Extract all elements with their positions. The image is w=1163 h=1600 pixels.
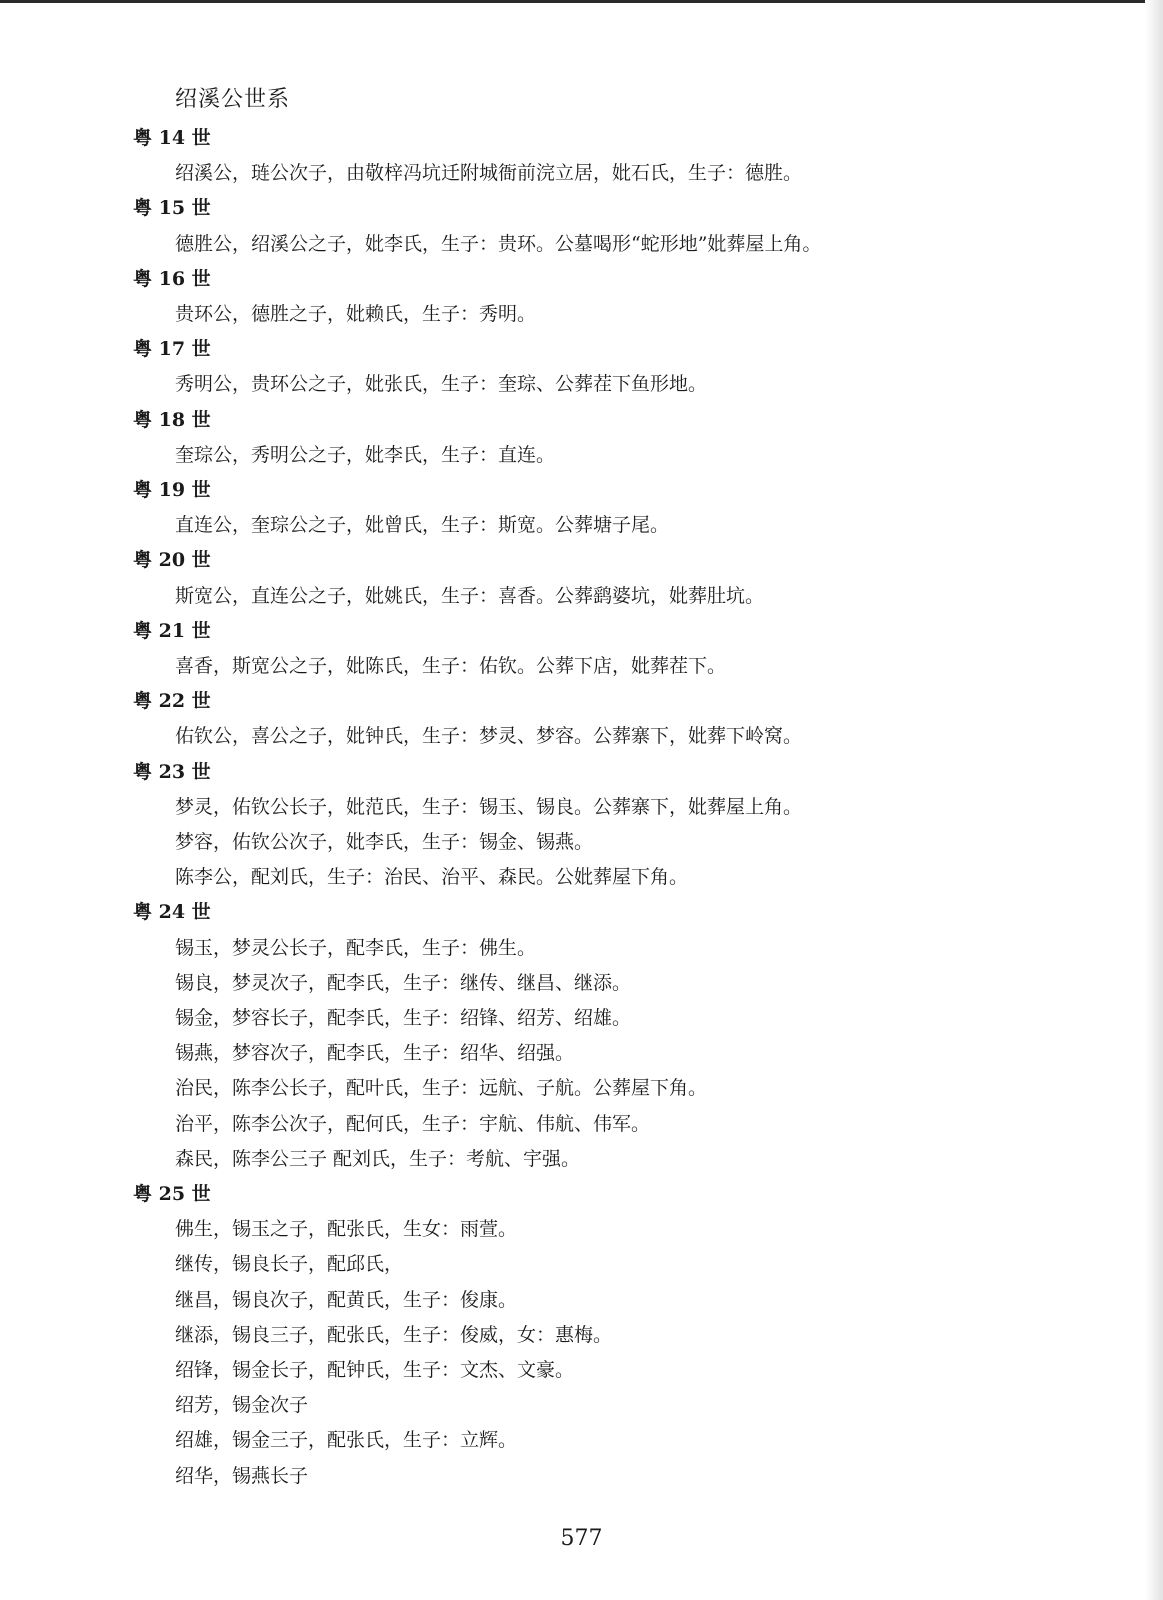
lineage-entry: 陈李公，配刘氏，生子：治民、治平、森民。公妣葬屋下角。 — [175, 866, 689, 889]
generation-heading: 粤 22 世 — [133, 690, 211, 713]
lineage-entry: 绍芳，锡金次子 — [175, 1394, 309, 1417]
scan-top-edge — [0, 0, 1163, 3]
lineage-entry: 锡良，梦灵次子，配李氏，生子：继传、继昌、继添。 — [175, 971, 632, 994]
scan-right-edge — [1145, 0, 1163, 1600]
page-number: 577 — [560, 1526, 603, 1551]
lineage-entry: 锡燕，梦容次子，配李氏，生子：绍华、绍强。 — [175, 1042, 575, 1065]
generation-heading: 粤 16 世 — [133, 267, 211, 290]
lineage-entry: 喜香，斯宽公之子，妣陈氏，生子：佑钦。公葬下店，妣葬茬下。 — [175, 655, 727, 677]
generation-heading: 粤 19 世 — [133, 479, 211, 501]
lineage-entry: 绍华，锡燕长子 — [175, 1464, 309, 1487]
lineage-entry: 治民，陈李公长子，配叶氏，生子：远航、子航。公葬屋下角。 — [175, 1077, 708, 1100]
lineage-entry: 直连公，奎琮公之子，妣曾氏，生子：斯宽。公葬塘子尾。 — [175, 514, 670, 537]
lineage-entry: 秀明公，贵环公之子，妣张氏，生子：奎琮、公葬茬下鱼形地。 — [175, 373, 708, 396]
page-title: 绍溪公世系 — [175, 87, 291, 112]
lineage-entry: 绍雄，锡金三子，配张氏，生子：立辉。 — [175, 1429, 518, 1452]
lineage-entry: 佛生，锡玉之子，配张氏，生女：雨萱。 — [175, 1218, 518, 1241]
lineage-entry: 锡玉，梦灵公长子，配李氏，生子：佛生。 — [175, 936, 537, 959]
lineage-entry: 梦灵，佑钦公长子，妣范氏，生子：锡玉、锡良。公葬寨下，妣葬屋上角。 — [175, 795, 803, 818]
lineage-entry: 继添，锡良三子，配张氏，生子：俊威，女：惠梅。 — [175, 1323, 613, 1346]
generation-heading: 粤 24 世 — [133, 901, 211, 924]
generation-heading: 粤 14 世 — [133, 127, 211, 149]
generation-heading: 粤 21 世 — [133, 619, 211, 642]
lineage-entry: 继昌，锡良次子，配黄氏，生子：俊康。 — [175, 1288, 518, 1311]
lineage-entry: 锡金，梦容长子，配李氏，生子：绍锋、绍芳、绍雄。 — [175, 1007, 632, 1029]
lineage-entry: 德胜公，绍溪公之子，妣李氏，生子：贵环。公墓喝形“蛇形地”妣葬屋上角。 — [175, 232, 822, 255]
lineage-entry: 绍锋，锡金长子，配钟氏，生子：文杰、文豪。 — [175, 1359, 575, 1381]
generation-heading: 粤 18 世 — [133, 408, 211, 431]
generation-heading: 粤 15 世 — [133, 197, 211, 220]
lineage-entry: 贵环公，德胜之子，妣赖氏，生子：秀明。 — [175, 303, 537, 325]
lineage-entry: 梦容，佑钦公次子，妣李氏，生子：锡金、锡燕。 — [175, 831, 594, 853]
lineage-entry: 继传，锡良长子，配邱氏， — [175, 1253, 404, 1276]
lineage-entry: 绍溪公，琏公次子，由敬梓冯坑迁附城衙前浣立居，妣石氏，生子：德胜。 — [175, 162, 803, 185]
lineage-entry: 奎琮公，秀明公之子，妣李氏，生子：直连。 — [175, 443, 556, 466]
lineage-entry: 斯宽公，直连公之子，妣姚氏，生子：喜香。公葬鹞婆坑，妣葬肚坑。 — [175, 584, 765, 607]
lineage-entry: 森民，陈李公三子 配刘氏，生子：考航、宇强。 — [175, 1147, 581, 1170]
generation-heading: 粤 17 世 — [133, 338, 211, 361]
generation-heading: 粤 20 世 — [133, 549, 211, 572]
lineage-entry: 治平，陈李公次子，配何氏，生子：宇航、伟航、伟军。 — [175, 1112, 651, 1135]
lineage-entry: 佑钦公，喜公之子，妣钟氏，生子：梦灵、梦容。公葬寨下，妣葬下岭窝。 — [175, 725, 803, 748]
generation-heading: 粤 23 世 — [133, 760, 211, 783]
generation-heading: 粤 25 世 — [133, 1183, 211, 1205]
